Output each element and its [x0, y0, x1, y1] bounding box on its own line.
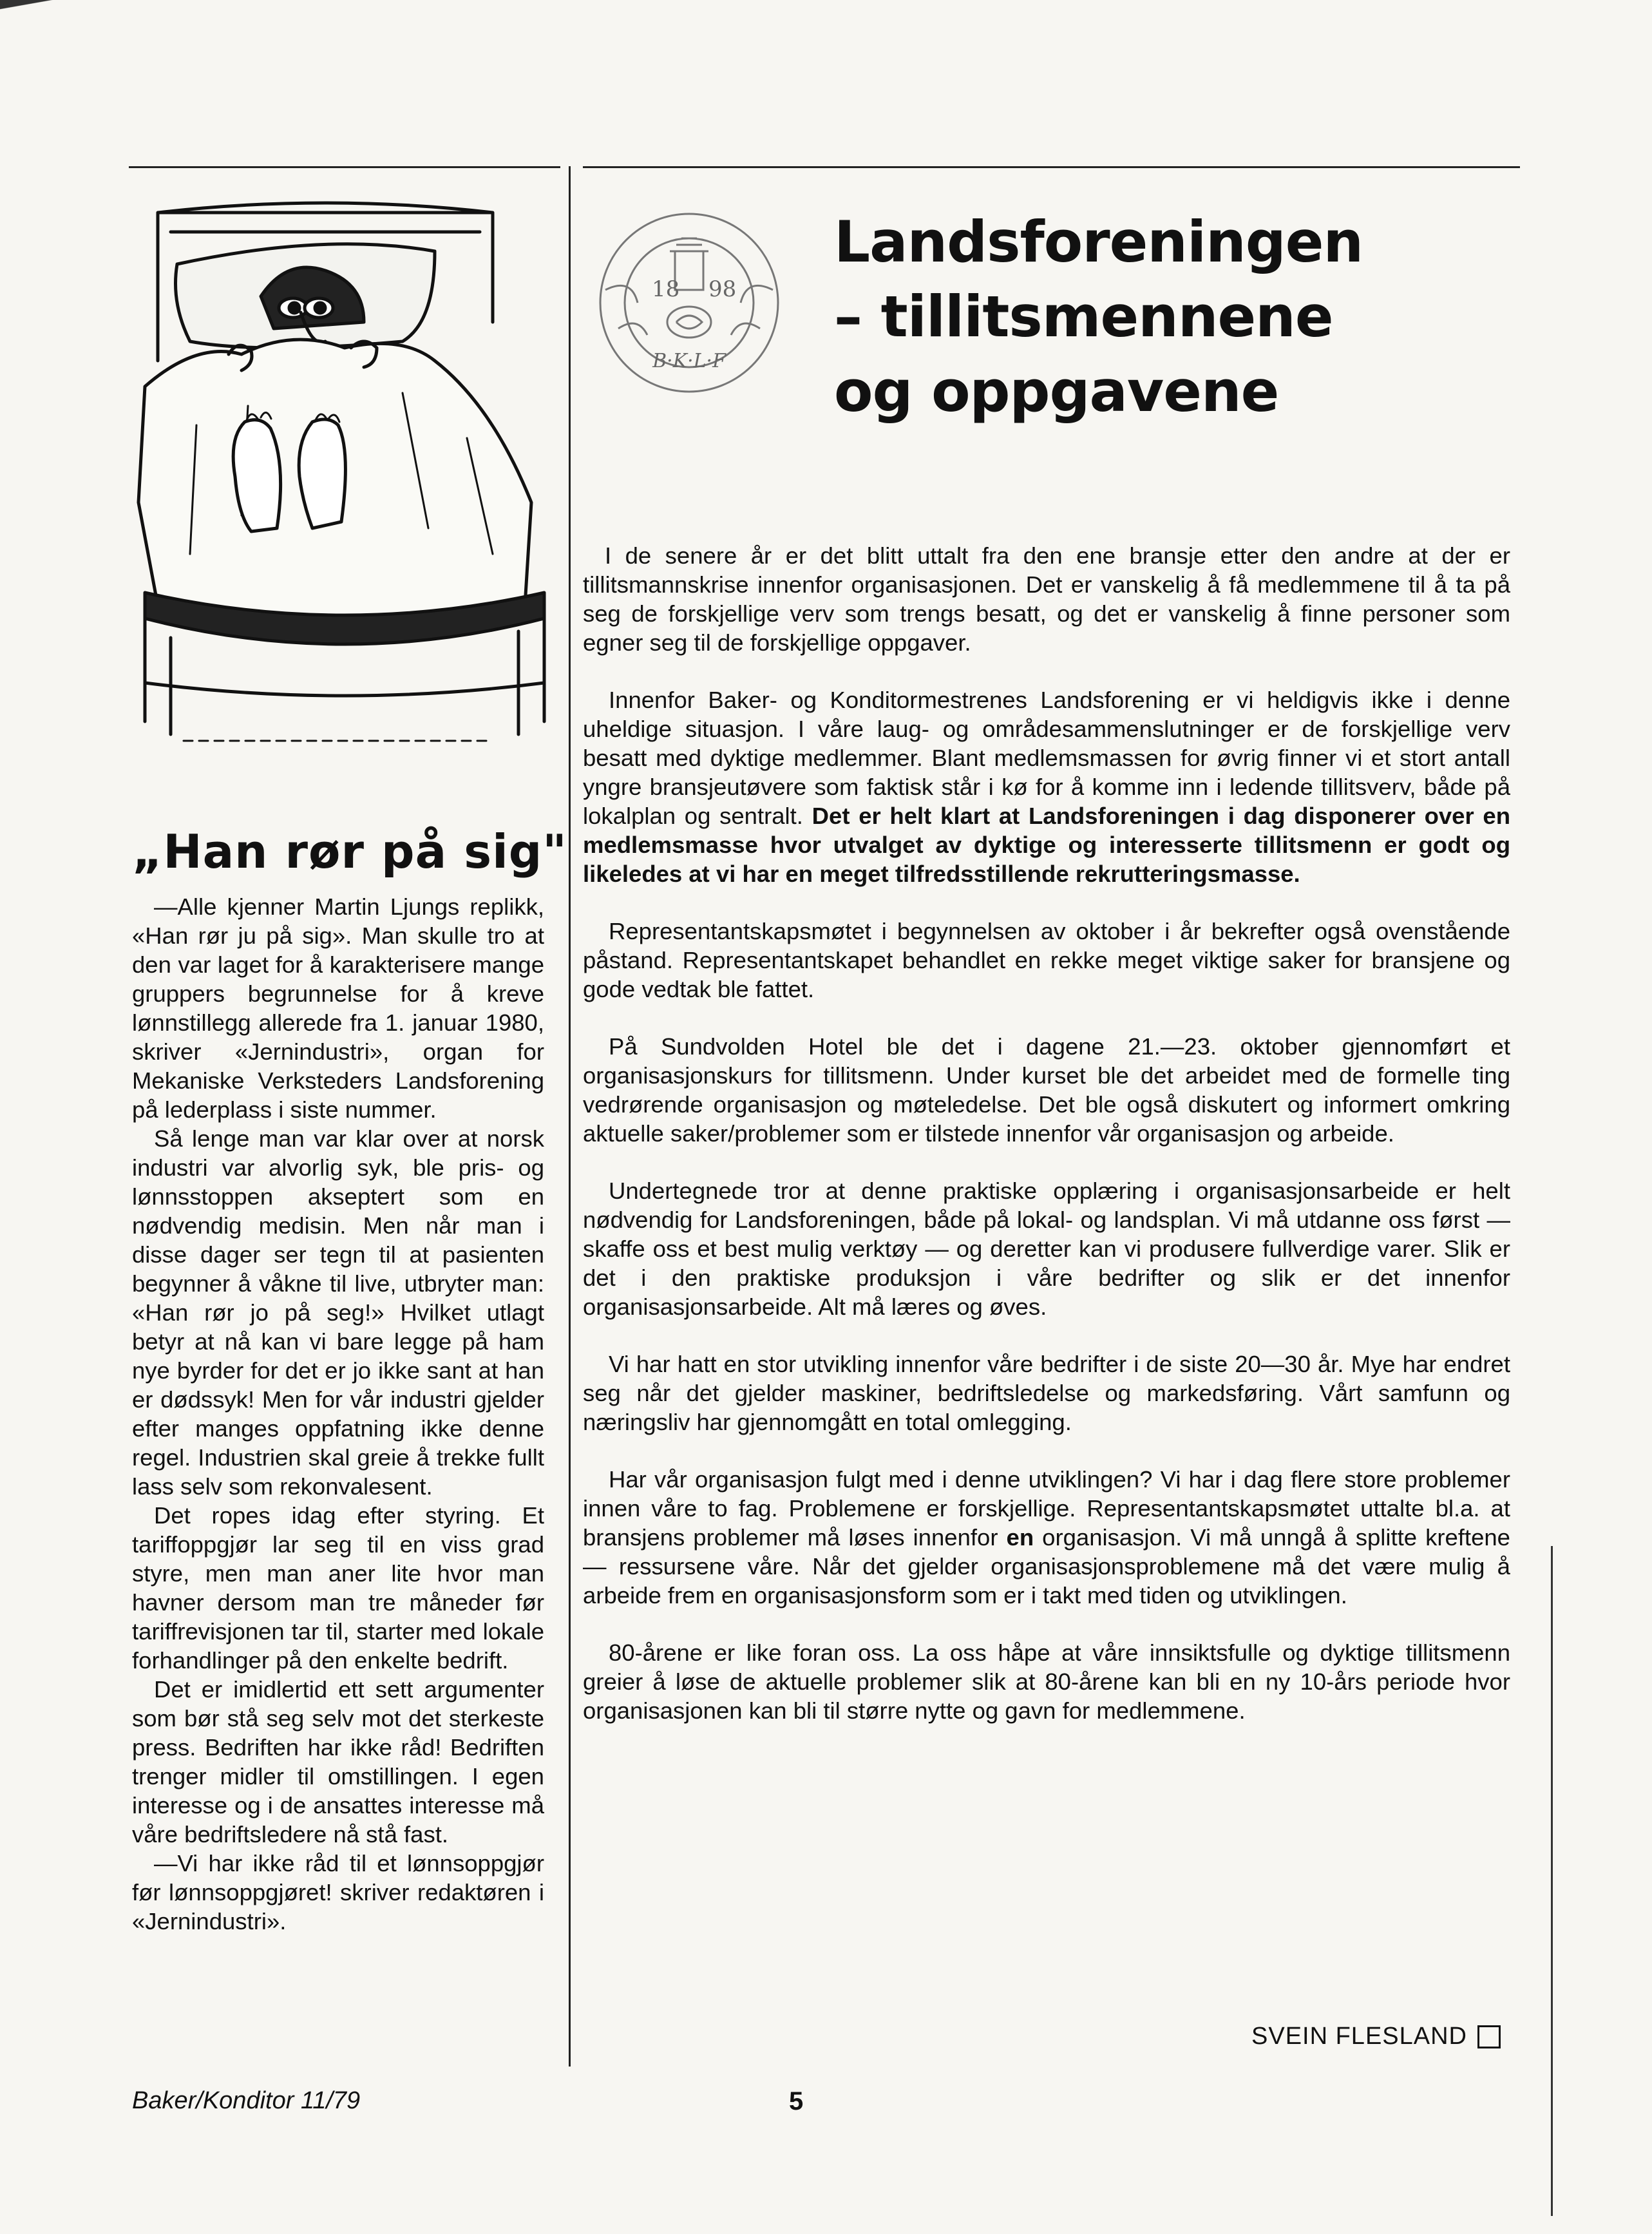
left-article-body: [132, 892, 544, 1936]
right-paragraph: I de senere år er det blitt uttalt fra den ene bransje etter den andre at der er tillitsmannskrise innenfor organisasjonen. Det er vanskelig å få medlemmene til å ta på seg de forskjellige verv som trengs besatt, og det er vanskelig å finne personer som egner seg til de forskjellige oppgaver.: [583, 542, 1510, 656]
right-paragraph: Vi har hatt en stor utvikling innenfor våre bedrifter i de siste 20—30 år. Mye har endret seg når det gjelder maskiner, bedriftsledelse og markedsføring. Vårt samfunn og næringsliv har gjennomgått en total omlegging.: [583, 1351, 1510, 1435]
emblem-year-right: 98: [708, 276, 737, 302]
footer-publication: Baker/Konditor 11/79: [132, 2087, 361, 2114]
right-paragraph: På Sundvolden Hotel ble det i dagene 21.—23. oktober gjennomført et organisasjonskurs for tillitsmenn. Under kurset ble det arbeidet med de formelle ting vedrørende organisasjon og møteledelse. Det ble også diskutert og informert omkring aktuelle saker/problemer som er tilstede innenfor vår organisasjon og arbeide.: [583, 1033, 1510, 1147]
right-paragraph-text: Har vår organisasjon fulgt med i denne utviklingen? Vi har i dag flere store problemer innen våre to fag. Problemene er forskjellige. Representantskapsmøtet uttalte bl.a. at bransjens problemer må løses innenfor: [583, 1466, 1510, 1551]
emblem-year-left: 18: [652, 276, 680, 302]
left-paragraph: Det ropes idag efter styring. Et tariffoppgjør lar seg til en viss grad styre, men man aner lite hvor man havner dersom man tre måneder før tariffrevisjonen tar til, starter med lokale forhandlinger på den enkelte bedrift.: [132, 1502, 544, 1674]
emblem-initials: B·K·L·F: [652, 350, 726, 372]
page-corner-shadow: [0, 0, 58, 19]
author-name: SVEIN FLESLAND: [1251, 2023, 1467, 2050]
end-mark-square-icon: [1477, 2025, 1501, 2048]
top-rule-left: [129, 166, 560, 168]
right-paragraph-bold: en: [1006, 1524, 1034, 1551]
left-article-title: „Han rør på sig": [132, 825, 567, 879]
headline-line: og oppgavene: [834, 358, 1279, 425]
right-paragraph-bold: Det er helt klart at Landsforeningen i dag disponerer over en medlemsmasse hvor utvalget av dyktige og interesserte tillitsmenn er godt og likeledes at vi har en meget tilfredsstillende rekrutteringsmasse.: [583, 803, 1510, 887]
bklf-emblem-logo: [593, 206, 786, 399]
right-paragraph: 80-årene er like foran oss. La oss håpe at våre innsiktsfulle og dyktige tillitsmenn greier å løse de aktuelle problemer slik at 80-årene kan bli en ny 10-års periode hvor organisasjonen kan bli til større nytte og gavn for medlemmene.: [583, 1639, 1510, 1724]
column-divider: [569, 166, 571, 2067]
right-paragraph: Representantskapsmøtet i begynnelsen av oktober i år bekrefter også ovenstående påstand. Representantskapet behandlet en rekke meget viktige saker for bransjene og gode vedtak ble fattet.: [583, 918, 1510, 1002]
right-paragraph: [583, 685, 1510, 888]
top-rule-right: [583, 166, 1520, 168]
headline-line: – tillitsmennene: [834, 283, 1333, 350]
left-paragraph: Så lenge man var klar over at norsk industri var alvorlig syk, ble pris- og lønnsstoppen akseptert som en nødvendig medisin. Men når man i disse dager ser tegn til at pasienten begynner å våkne til live, utbryter man: «Han rør jo på seg!» Hvilket utlagt betyr at nå kan vi bare legge på ham nye byrder for det er jo ikke sant at han er dødssyk! Men for vår industri gjelder efter manges oppfatning ikke denne regel. Industrien skal greie å trekke fullt lass selv som rekonvalesent.: [132, 1125, 544, 1500]
page-edge-line: [1551, 1546, 1553, 2216]
right-paragraph: [583, 1465, 1510, 1610]
page-number: 5: [789, 2087, 804, 2115]
left-paragraph: —Vi har ikke råd til et lønnsoppgjør før lønnsoppgjøret! skriver redaktøren i «Jernindustri».: [132, 1850, 544, 1934]
right-paragraph-text: organisasjon. Vi må unngå å splitte kreftene — ressursene våre. Når det gjelder organisasjonsproblemene må det være mulig å arbeide frem en organisasjonsform som er i takt med tiden og utviklingen.: [583, 1524, 1510, 1609]
article-headline: [834, 205, 1543, 429]
right-article-body: [583, 541, 1510, 1753]
right-paragraph: Undertegnede tror at denne praktiske opplæring i organisasjonsarbeide er helt nødvendig for Landsforeningen, både på lokal- og landsplan. Vi må utdanne oss først — skaffe oss et best mulig verktøy — og deretter kan vi produsere fullverdige varer. Slik er det i den praktiske produksjon i våre bedrifter og slik er det innenfor organisasjonsarbeide. Alt må læres og øves.: [583, 1178, 1510, 1320]
right-paragraph-text: Innenfor Baker- og Konditormestrenes Landsforening er vi heldigvis ikke i denne uheldige situasjon. I våre laug- og områdesammenslutninger er de forskjellige verv besatt med dyktige medlemmer. Blant medlemsmassen for øvrig finner vi et stort antall yngre bransjeutøvere som faktisk står i kø for å komme inn i ledende tillitsverv, både på lokalplan og sentralt.: [583, 687, 1510, 829]
author-signature: [1251, 2023, 1501, 2050]
left-paragraph: Det er imidlertid ett sett argumenter som bør stå seg selv mot det sterkeste press. Bedriften har ikke råd! Bedriften trenger midler til omstillingen. I egen interesse og i de ansattes interesse må våre bedriftsledere nå stå fast.: [132, 1676, 544, 1847]
left-paragraph: —Alle kjenner Martin Ljungs replikk, «Han rør ju på sig». Man skulle tro at den var laget for å karakterisere mange gruppers begrunnelse for å kreve lønnstillegg allerede fra 1. januar 1980, skriver «Jernindustri», organ for Mekaniske Verksteders Landsforening på lederplass i siste nummer.: [132, 893, 544, 1123]
cartoon-man-in-bed: [132, 193, 557, 760]
headline-line: Landsforeningen: [834, 209, 1363, 275]
